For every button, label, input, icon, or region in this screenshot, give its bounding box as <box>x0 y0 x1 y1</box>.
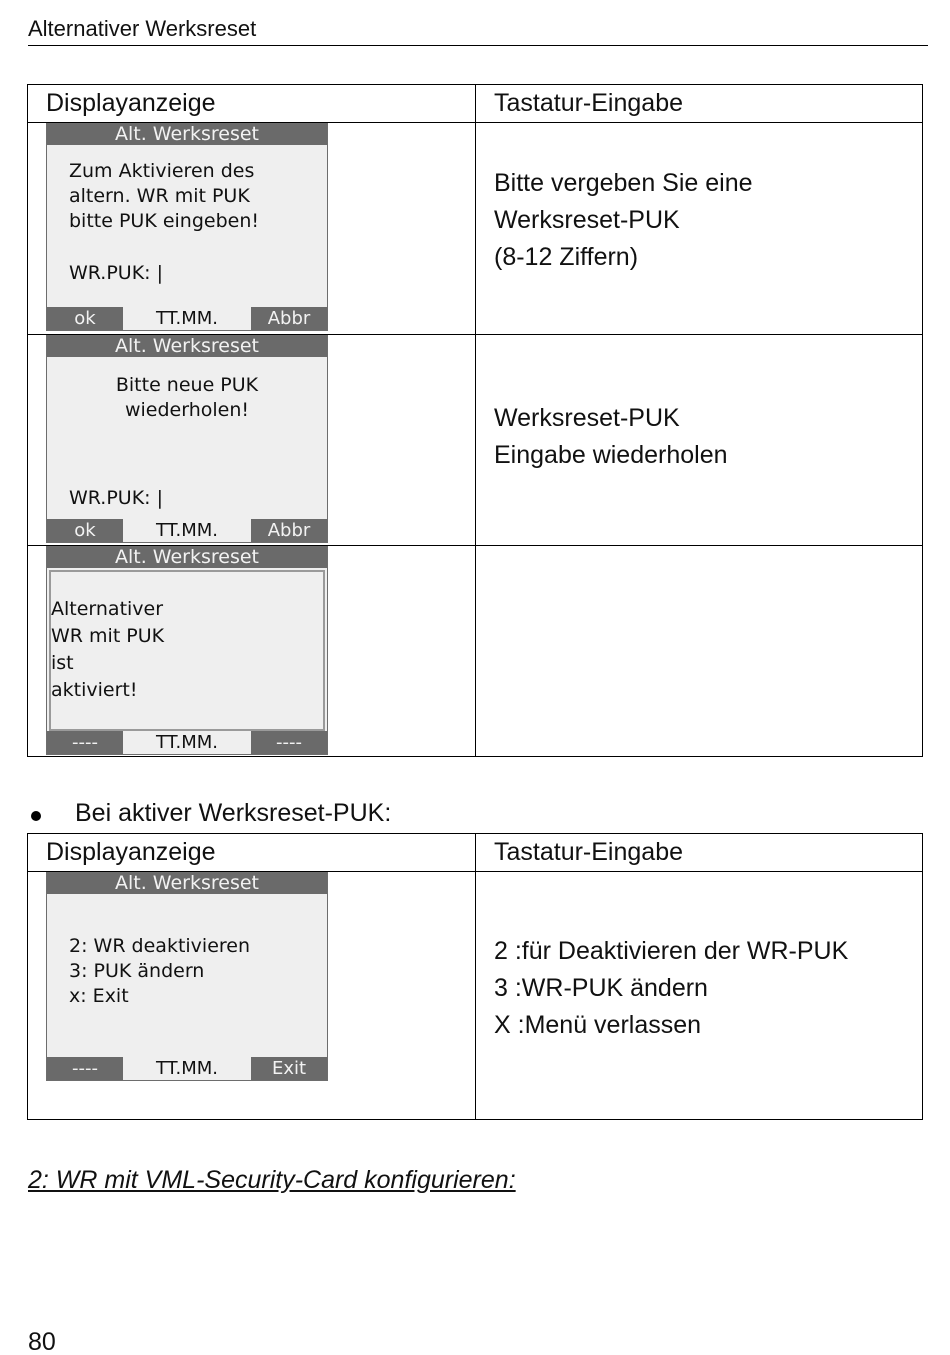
table-row <box>28 872 923 1120</box>
display-cell <box>28 335 476 546</box>
lcd-prompt: WR.PUK: | <box>69 487 164 509</box>
lcd-line: WR mit PUK <box>51 625 165 647</box>
table-row <box>28 123 923 335</box>
lcd-title-bar: Alt. Werksreset <box>47 336 327 357</box>
keys-cell <box>476 123 923 335</box>
keys-line: Eingabe wiederholen <box>494 441 728 469</box>
lcd-softkey-bar <box>47 307 327 330</box>
column-header-display: Displayanzeige <box>28 834 476 872</box>
keys-line: Bitte vergeben Sie eine <box>494 169 753 197</box>
column-header-keys: Tastatur-Eingabe <box>476 834 923 872</box>
lcd-softkey-bar <box>47 1057 327 1080</box>
column-header-display: Displayanzeige <box>28 85 476 123</box>
softkey-ok[interactable]: ok <box>47 519 123 542</box>
softkey-abbr[interactable]: Abbr <box>251 307 327 330</box>
bullet-icon <box>31 811 41 821</box>
lcd-message-frame <box>49 570 325 731</box>
display-cell <box>28 872 476 1120</box>
lcd-softkey-bar <box>47 519 327 542</box>
lcd-body <box>47 357 327 519</box>
lcd-prompt: WR.PUK: | <box>69 262 164 284</box>
lcd-screen <box>46 872 328 1081</box>
lcd-screen <box>46 123 328 331</box>
page-number: 80 <box>28 1328 56 1355</box>
lcd-screen <box>46 335 328 543</box>
lcd-menu-item[interactable]: 2: WR deaktivieren <box>69 935 251 957</box>
lcd-line: bitte PUK eingeben! <box>69 210 259 232</box>
lcd-line: altern. WR mit PUK <box>69 185 250 207</box>
lcd-softkey-bar <box>47 731 327 754</box>
softkey-date: TT.MM. <box>155 1058 219 1079</box>
keys-cell <box>476 546 923 757</box>
lcd-screen <box>46 546 328 755</box>
header-rule <box>28 45 928 46</box>
display-cell <box>28 546 476 757</box>
lcd-line: aktiviert! <box>51 679 138 701</box>
steps-table-1 <box>27 84 923 757</box>
softkey-date: TT.MM. <box>155 520 219 541</box>
keys-cell <box>476 872 923 1120</box>
softkey-ok[interactable]: ok <box>47 307 123 330</box>
column-header-keys: Tastatur-Eingabe <box>476 85 923 123</box>
display-cell <box>28 123 476 335</box>
keys-line: Werksreset-PUK <box>494 404 680 432</box>
keys-line: X :Menü verlassen <box>494 1011 702 1039</box>
keys-line: 2 :für Deaktivieren der WR-PUK <box>494 937 849 965</box>
table-header-row <box>28 834 923 872</box>
steps-table-2 <box>27 833 923 1120</box>
lcd-line: wiederholen! <box>124 399 250 421</box>
lcd-body <box>51 572 323 704</box>
softkey-left: ---- <box>47 731 123 754</box>
section-heading: 2: WR mit VML-Security-Card konfigurieren: <box>28 1166 516 1194</box>
lcd-title-bar: Alt. Werksreset <box>47 873 327 894</box>
bullet-text: Bei aktiver Werksreset-PUK: <box>75 799 392 827</box>
page-header-title: Alternativer Werksreset <box>28 16 257 41</box>
keys-cell <box>476 335 923 546</box>
softkey-abbr[interactable]: Abbr <box>251 519 327 542</box>
softkey-right: ---- <box>251 731 327 754</box>
lcd-line: Zum Aktivieren des <box>69 160 255 182</box>
lcd-title-bar: Alt. Werksreset <box>47 124 327 145</box>
lcd-line: ist <box>51 652 74 674</box>
lcd-body <box>47 894 327 1057</box>
softkey-date: TT.MM. <box>155 308 219 329</box>
keys-line: Werksreset-PUK <box>494 206 680 234</box>
softkey-left: ---- <box>47 1057 123 1080</box>
lcd-menu-item[interactable]: x: Exit <box>69 985 129 1007</box>
lcd-line: Alternativer <box>51 598 164 620</box>
lcd-title-bar: Alt. Werksreset <box>47 547 327 568</box>
table-row <box>28 335 923 546</box>
keys-line: 3 :WR-PUK ändern <box>494 974 708 1002</box>
table-header-row <box>28 85 923 123</box>
lcd-body <box>47 145 327 307</box>
lcd-menu-item[interactable]: 3: PUK ändern <box>69 960 205 982</box>
softkey-date: TT.MM. <box>155 732 219 753</box>
table-row <box>28 546 923 757</box>
softkey-exit[interactable]: Exit <box>251 1057 327 1080</box>
keys-line: (8-12 Ziffern) <box>494 243 639 271</box>
lcd-line: Bitte neue PUK <box>115 374 259 396</box>
